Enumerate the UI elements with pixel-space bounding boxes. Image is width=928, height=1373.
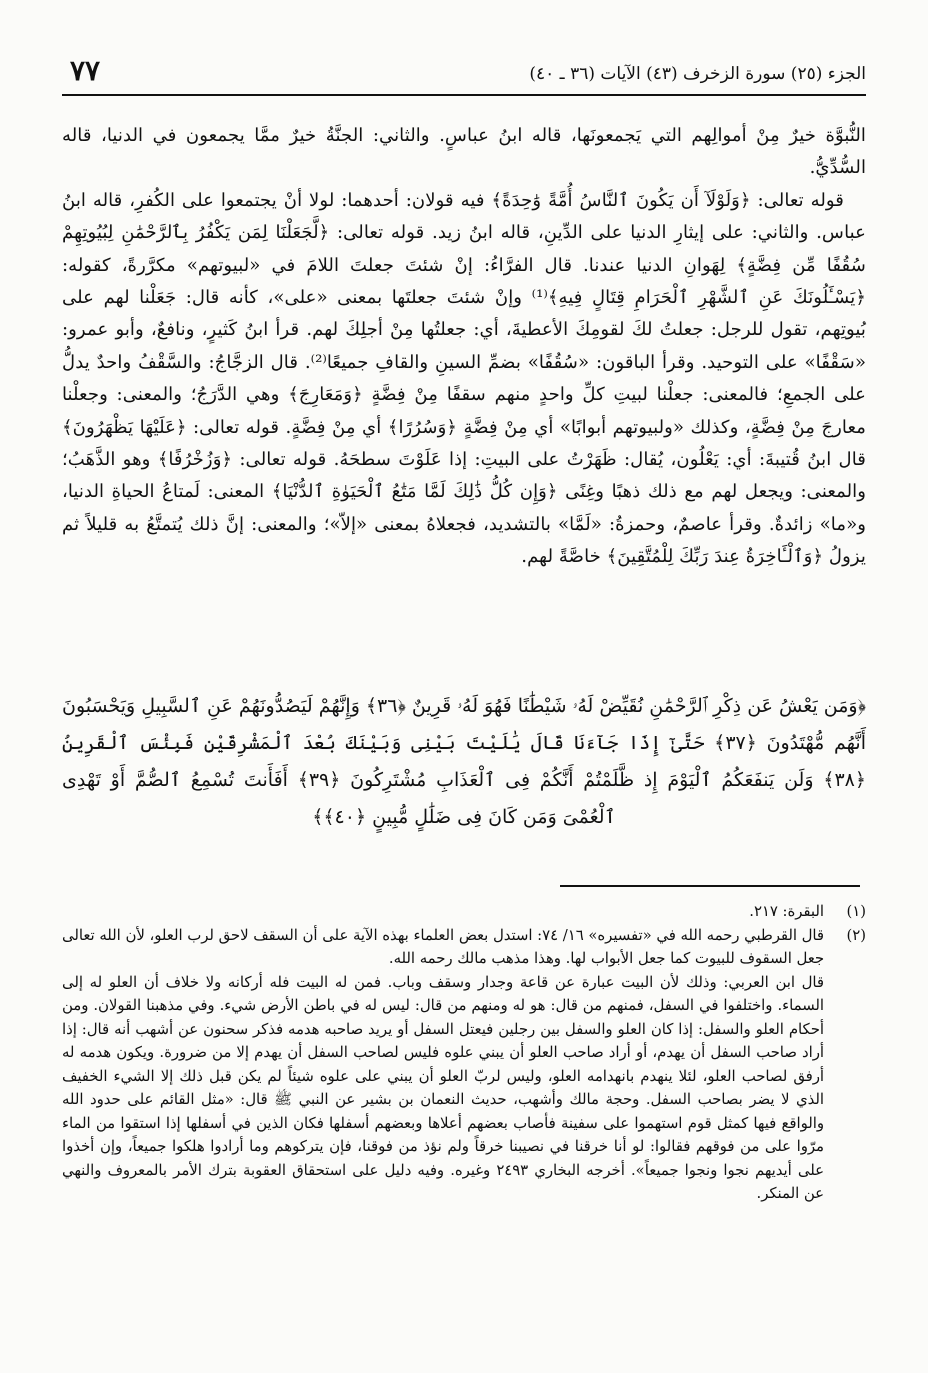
- footnote-text: قال ابن العربي: وذلك لأن البيت عبارة عن قاعة وجدار وسقف وباب. فمن له البيت فله أركانه ولا خلاف أن العلو له إلى السماء. واختلفوا في السفل، فمنهم من قال: هو له ومنهم من قال: ليس له في باطن الأرض شيء. وفي مذهبنا القولان. ومن أحكام العلو والسفل: إذا كان العلو والسفل بين رجلين فيعتل السفل أو يريد صاحبه هدمه فذكر سحنون عن أشهب أنه قال: إذا أراد صاحب السفل أن يهدم، أو أراد صاحب العلو أن يبني علوه فليس لصاحب السفل أن يهدم إلا من ضرورة. ويكون هدمه له أرفق لصاحب العلو، لئلا ينهدم بانهدامه العلو، وليس لربّ العلو أن يبني على علوه شيئاً لم يكن قبل ذلك إلا الشيء الخفيف الذي لا يضر بصاحب السفل. وحجة مالك وأشهب، حديث النعمان بن بشير عن النبي ﷺ قال: «مثل القائم على حدود الله والواقع فيها كمثل قوم استهموا على سفينة فأصاب بعضهم أعلاها وبعضهم أسفلها فكان الذين في أسفلها إذا استقوا من الماء مرّوا على من فوقهم فقالوا: لو أنا خرقنا في نصيبنا خرقاً ولم نؤذ من فوقنا، فإن يتركوهم وما أرادوا هلكوا جميعاً، وإن أخذوا على أيديهم نجوا ونجوا جميعاً». أخرجه البخاري ٢٤٩٣ وغيره. وفيه دليل على استحقاق العقوبة بترك الأمر بالمعروف والنهي عن المنكر.: [62, 973, 824, 1202]
- footnote-number: (٢): [846, 926, 866, 944]
- footnote-separator: [560, 885, 860, 887]
- page-number: ٧٧: [70, 54, 101, 87]
- quran-verses-block: [62, 688, 866, 836]
- footnotes: [62, 900, 866, 1206]
- footnote-text: البقرة: ٢١٧.: [749, 903, 824, 920]
- page-header: [62, 52, 866, 96]
- commentary-paragraph: قوله تعالى: ﴿وَلَوْلَآ أَن يَكُونَ ٱلنَّاسُ أُمَّةً وَٰحِدَةً﴾ فيه قولان: أحدهما: لولا أنْ يجتمعوا على الكُفرِ، قاله ابنُ عباس. والثاني: على إيثارِ الدنيا على الدِّينِ، قاله ابنُ زيد. قوله تعالى: ﴿لَّجَعَلْنَا لِمَن يَكْفُرُ بِٱلرَّحْمَٰنِ لِبُيُوتِهِمْ سُقُفًا مِّن فِضَّةٍ﴾ لِهَوانِ الدنيا عندنا. قال الفرَّاءُ: إنْ شئتَ جعلتَ اللامَ في «لبيوتهم» مكرَّرةً، كقوله: ﴿يَسْـَٔلُونَكَ عَنِ ٱلشَّهْرِ ٱلْحَرَامِ قِتَالٍ فِيهِ﴾⁽¹⁾ وإنْ شئتَ جعلتَها بمعنى «على»، كأنه قال: جَعَلْنا لهم على بُيوتِهم، تقول للرجل: جعلتُ لكَ لقومِكَ الأعطيةَ، أي: جعلتُها مِنْ أجلِكَ لهم. قرأ ابنُ كَثيرٍ، ونافعٌ، وأبو عمرو: «سَقْفًا» على التوحيد. وقرأ الباقون: «سُقُفًا» بضمِّ السينِ والقافِ جميعًا⁽²⁾. قال الزجَّاجُ: والسَّقْفُ واحدٌ يدلُّ على الجمعِ؛ فالمعنى: جعلْنا لبيتِ كلِّ واحدٍ منهم سقفًا مِنْ فِضَّةٍ ﴿وَمَعَارِجَ﴾ وهي الدَّرَجُ؛ والمعنى: وجعلْنا معارجَ مِنْ فِضَّةٍ، وكذلك «ولبيوتهم أبوابًا» أي مِنْ فِضَّةٍ ﴿وَسُرُرًا﴾ أي مِنْ فِضَّةٍ. قوله تعالى: ﴿عَلَيْهَا يَظْهَرُونَ﴾ قال ابنُ قُتيبةَ: أي: يَعْلُون، يُقال: ظَهَرْتُ على البيتِ: إذا عَلَوْتَ سطحَهُ. قوله تعالى: ﴿وَزُخْرُفًا﴾ وهو الذَّهَبُ؛ والمعنى: ويجعل لهم مع ذلك ذهبًا وغِنًى ﴿وَإِن كُلُّ ذَٰلِكَ لَمَّا مَتَٰعُ ٱلْحَيَوٰةِ ٱلدُّنْيَا﴾ المعنى: لَمتاعُ الحياةِ الدنيا، و«ما» زائدةٌ. وقرأ عاصمٌ، وحمزةُ: «لَمَّا» بالتشديد، فجعلاهُ بمعنى «إلاّ»؛ والمعنى: إنَّ ذلك يُتمتَّعُ به قليلاً ثم يزولُ ﴿وَٱلْـَٔاخِرَةُ عِندَ رَبِّكَ لِلْمُتَّقِينَ﴾ خاصَّةً لهم.: [62, 189, 866, 568]
- footnote: [62, 924, 866, 1206]
- footnote-number: (١): [846, 903, 866, 920]
- footnote: [62, 900, 866, 924]
- quran-verses: ﴿وَمَن يَعْشُ عَن ذِكْرِ ٱلرَّحْمَٰنِ نُقَيِّضْ لَهُۥ شَيْطَٰنًا فَهُوَ لَهُۥ قَرِينٌ ﴿٣٦﴾ وَإِنَّهُمْ لَيَصُدُّونَهُمْ عَنِ ٱلسَّبِيلِ وَيَحْسَبُونَ أَنَّهُم مُّهْتَدُونَ ﴿٣٧﴾ حَتَّىٰٓ إِذَا جَآءَنَا قَالَ يَٰلَيْتَ بَيْنِى وَبَيْنَكَ بُعْدَ ٱلْمَشْرِقَيْنِ فَبِئْسَ ٱلْقَرِينُ ﴿٣٨﴾ وَلَن يَنفَعَكُمُ ٱلْيَوْمَ إِذ ظَّلَمْتُمْ أَنَّكُمْ فِى ٱلْعَذَابِ مُشْتَرِكُونَ ﴿٣٩﴾ أَفَأَنتَ تُسْمِعُ ٱلصُّمَّ أَوْ تَهْدِى ٱلْعُمْىَ وَمَن كَانَ فِى ضَلَٰلٍ مُّبِينٍ ﴿٤٠﴾﴾: [62, 695, 867, 828]
- commentary-paragraph: النُّبوَّة خيرٌ مِنْ أموالِهم التي يَجمعونَها، قاله ابنُ عباسٍ. والثاني: الجنَّةُ خيرٌ ممَّا يجمعون في الدنيا، قاله السُّدِّيُّ.: [62, 125, 866, 179]
- running-title: الجزء (٢٥) سورة الزخرف (٤٣) الآيات (٣٦ ـ ٤٠): [529, 64, 866, 84]
- commentary-text: [62, 120, 866, 574]
- footnote-text: قال القرطبي رحمه الله في «تفسيره» ١٦/ ٧٤: استدل بعض العلماء بهذه الآية على أن السقف لاحق لرب العلو، لأن الله تعالى جعل السقوف للبيوت كما جعل الأبواب لها. وهذا مذهب مالك رحمه الله.: [62, 926, 825, 967]
